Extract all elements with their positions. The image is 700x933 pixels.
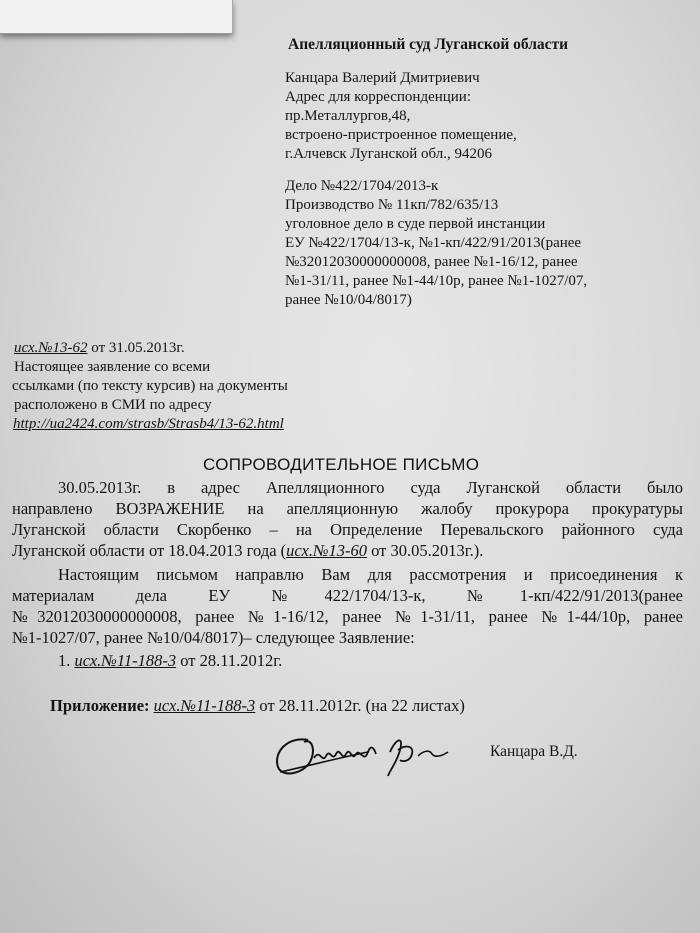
paragraph-line: №1-1027/07, ранее №10/04/8017)– следующее Заявление: [12, 628, 415, 647]
paragraph-line: материалам дела ЕУ №422/1704/13-к, №1-кп/422/91/2013(ранее [12, 586, 683, 605]
ref-link[interactable]: исх.№11-188-3 [153, 696, 256, 715]
paragraph-line: направлено ВОЗРАЖЕНИЕ на апелляционную жалобу прокурора прокуратуры [12, 499, 683, 518]
overlapping-paper-sheet [0, 0, 233, 34]
sender-address-line: встроено-пристроенное помещение, [285, 127, 517, 143]
case-line: уголовное дело в суде первой инстанции [285, 216, 546, 232]
sender-address-line: пр.Металлургов,48, [285, 108, 411, 124]
paragraph-line: 30.05.2013г. в адрес Апелляционного суда Луганской области было [58, 478, 683, 497]
ref-date: от 31.05.2013г. [87, 340, 185, 356]
paragraph-line: Луганской области Скорбенко – на Определение Перевальского районного суда [12, 520, 683, 539]
attachment-line: Приложение: исх.№11-188-3 от 28.11.2012г. (на 22 листах) [50, 696, 465, 715]
ref-link[interactable]: исх.№11-188-3 [74, 651, 177, 670]
ref-link[interactable]: исх.№13-60 [286, 541, 368, 560]
sender-address-line: г.Алчевск Луганской обл., 94206 [285, 146, 493, 162]
handwritten-signature [268, 722, 458, 784]
ref-link[interactable]: исх.№13-62 [14, 340, 88, 356]
signatory-name: Канцара В.Д. [490, 743, 578, 760]
ref-url-link[interactable]: http://ua2424.com/strasb/Strasb4/13-62.html [13, 416, 284, 432]
paragraph-line: Настоящим письмом направлю Вам для рассмотрения и присоединения к [58, 565, 683, 584]
ref-note-line: расположено в СМИ по адресу [14, 397, 212, 413]
case-line: ранее №10/04/8017) [285, 292, 412, 308]
paragraph-line: Луганской области от 18.04.2013 года (исх.№13-60 от 30.05.2013г.). [12, 541, 484, 560]
letter-title: СОПРОВОДИТЕЛЬНОЕ ПИСЬМО [203, 455, 480, 474]
case-number: Дело №422/1704/2013-к [285, 178, 439, 194]
ref-note-line: ссылками (по тексту курсив) на документы [12, 378, 288, 394]
case-proceeding: Производство № 11кп/782/635/13 [285, 197, 499, 213]
list-item: 1. исх.№11-188-3 от 28.11.2012г. [58, 651, 283, 670]
case-line: №32012030000000008, ранее №1-16/12, ранее [285, 254, 578, 270]
case-line: №1-31/11, ранее №1-44/10р, ранее №1-1027/07, [285, 273, 588, 289]
ref-note-line: Настоящее заявление со всеми [14, 359, 211, 375]
sender-address-label: Адрес для корреспонденции: [285, 89, 472, 105]
paragraph-line: №32012030000000008, ранее №1-16/12, ранее №1-31/11, ранее №1-44/10р, ранее [12, 607, 683, 626]
sender-name: Канцара Валерий Дмитриевич [285, 70, 480, 86]
outgoing-ref [14, 339, 185, 358]
case-line: ЕУ №422/1704/13-к, №1-кп/422/91/2013(ранее [285, 235, 582, 251]
attachment-label: Приложение: [50, 696, 150, 715]
addressee-court: Апелляционный суд Луганской области [288, 36, 569, 53]
